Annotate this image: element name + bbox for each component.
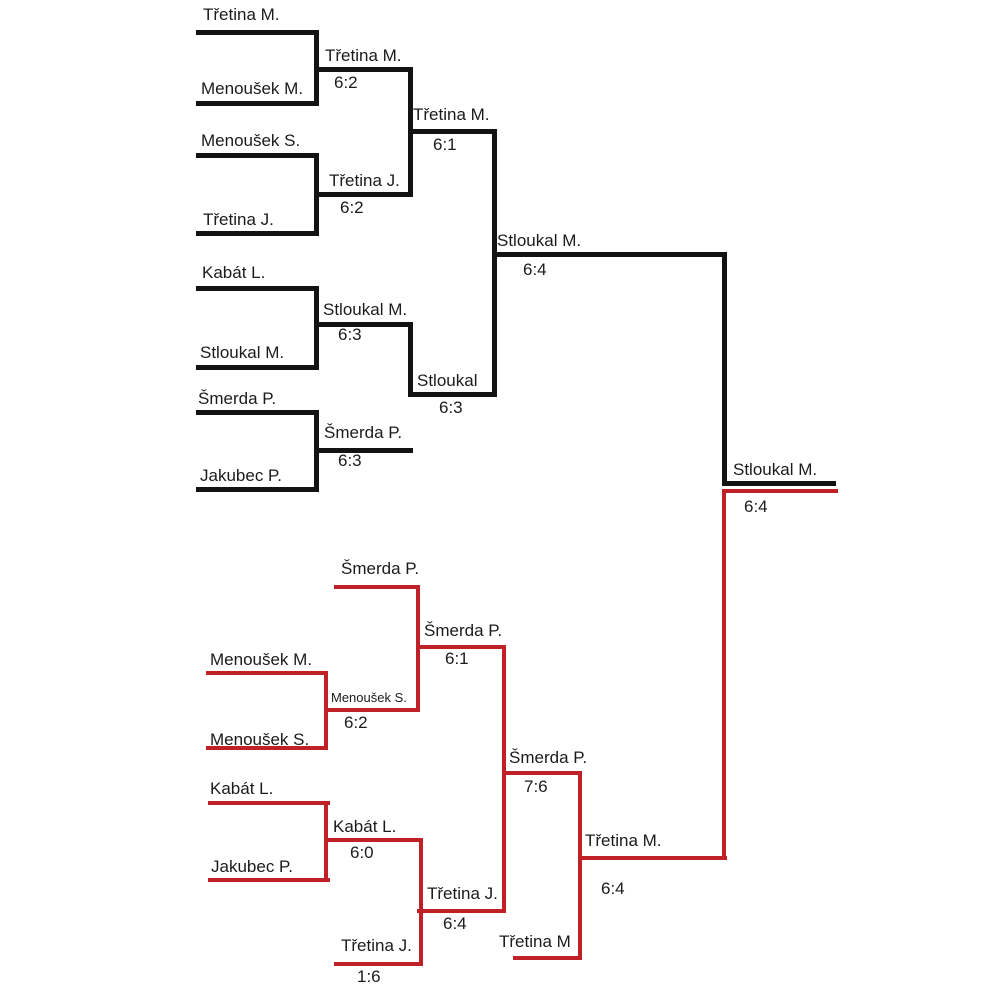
wb-m3-score: 6:3 — [338, 325, 362, 344]
lb-m1-top-line — [206, 671, 328, 675]
lb-r4-winner-line — [578, 856, 727, 860]
lb-m2-bottom-player: Jakubec P. — [211, 857, 293, 876]
wb-m4-score: 6:3 — [338, 451, 362, 470]
grand-final-black-connector — [722, 252, 727, 486]
wb-m4-bottom-line — [196, 487, 319, 492]
wb-m2-bottom-line — [196, 231, 319, 236]
lb-m2-winner-line — [324, 838, 423, 842]
lb-m1-winner-line — [324, 708, 420, 712]
grand-final-winner: Stloukal M. — [733, 460, 818, 479]
lb-m2-winner: Kabát L. — [333, 817, 397, 836]
lb-r4-connector — [578, 771, 582, 960]
wb-final-score: 6:4 — [523, 260, 547, 279]
wb-m2-top-line — [196, 153, 319, 158]
wb-m3-winner: Stloukal M. — [323, 300, 408, 319]
wb-m1-bottom-player: Menoušek M. — [201, 79, 304, 98]
wb-sf1-score: 6:1 — [433, 135, 457, 154]
wb-sf2-winner-line — [408, 392, 497, 397]
wb-final-connector — [492, 129, 497, 397]
wb-m4-winner-line — [314, 448, 413, 453]
wb-sf1-winner-line — [408, 129, 497, 134]
lb-entry-bottom-score: 1:6 — [357, 967, 381, 986]
wb-m1-winner: Třetina M. — [325, 46, 402, 65]
wb-sf2-score: 6:3 — [439, 398, 463, 417]
wb-m3-bottom-line — [196, 365, 319, 370]
wb-m2-winner: Třetina J. — [329, 171, 400, 190]
wb-m1-score: 6:2 — [334, 73, 358, 92]
lb-entry-final-player: Třetina M — [499, 932, 571, 951]
wb-m4-top-line — [196, 410, 319, 415]
wb-m1-top-player: Třetina M. — [203, 5, 280, 24]
lb-m2-score: 6:0 — [350, 843, 374, 862]
lb-r3-winner-line — [502, 771, 582, 775]
lb-entry-top-line — [334, 585, 420, 589]
lb-m2-top-player: Kabát L. — [210, 779, 274, 798]
lb-entry-bottom-line — [334, 962, 421, 966]
lb-m1-score: 6:2 — [344, 713, 368, 732]
lb-r2b-winner-line — [417, 909, 506, 913]
lb-m2-bottom-line — [208, 878, 330, 882]
grand-final-score: 6:4 — [744, 497, 768, 516]
wb-sf1-winner: Třetina M. — [413, 105, 490, 124]
lb-r3-connector — [502, 645, 506, 913]
wb-m3-connector — [314, 286, 319, 370]
wb-m2-winner-line — [314, 192, 413, 197]
lb-m2-top-line — [208, 801, 330, 805]
lb-r2b-winner: Třetina J. — [427, 884, 498, 903]
wb-final-winner-line — [492, 252, 727, 257]
grand-final-red-line — [722, 489, 838, 493]
lb-r4-score: 6:4 — [601, 879, 625, 898]
wb-m1-winner-line — [314, 67, 413, 72]
wb-m2-score: 6:2 — [340, 198, 364, 217]
wb-sf2-winner: Stloukal — [417, 371, 478, 390]
wb-sf2-connector — [408, 322, 413, 397]
wb-m4-winner: Šmerda P. — [324, 423, 403, 442]
lb-r3-score: 7:6 — [524, 777, 548, 796]
lb-m1-bottom-player: Menoušek S. — [210, 730, 310, 749]
lb-r2b-connector — [419, 838, 423, 966]
wb-m3-top-line — [196, 286, 319, 291]
lb-entry-top-player: Šmerda P. — [341, 559, 420, 578]
wb-m2-bottom-player: Třetina J. — [203, 210, 274, 229]
lb-r4-winner: Třetina M. — [585, 831, 662, 850]
wb-final-winner: Stloukal M. — [497, 231, 582, 250]
lb-m1-top-player: Menoušek M. — [210, 650, 313, 669]
wb-m1-bottom-line — [196, 101, 319, 106]
lb-r3-winner: Šmerda P. — [509, 748, 588, 767]
lb-r2a-score: 6:1 — [445, 649, 469, 668]
lb-r2a-winner: Šmerda P. — [424, 621, 503, 640]
wb-m4-bottom-player: Jakubec P. — [200, 466, 282, 485]
wb-m3-top-player: Kabát L. — [202, 263, 266, 282]
wb-m3-bottom-player: Stloukal M. — [200, 343, 285, 362]
lb-entry-bottom-player: Třetina J. — [341, 936, 412, 955]
wb-m4-top-player: Šmerda P. — [198, 389, 277, 408]
wb-m3-winner-line — [314, 322, 413, 327]
lb-entry-final-line — [513, 956, 582, 960]
wb-m1-top-line — [196, 30, 319, 35]
grand-final-black-line — [722, 481, 836, 486]
lb-r2b-score: 6:4 — [443, 914, 467, 933]
lb-m1-winner: Menoušek S. — [331, 690, 407, 705]
wb-m2-top-player: Menoušek S. — [201, 131, 301, 150]
grand-final-red-connector — [722, 489, 726, 860]
